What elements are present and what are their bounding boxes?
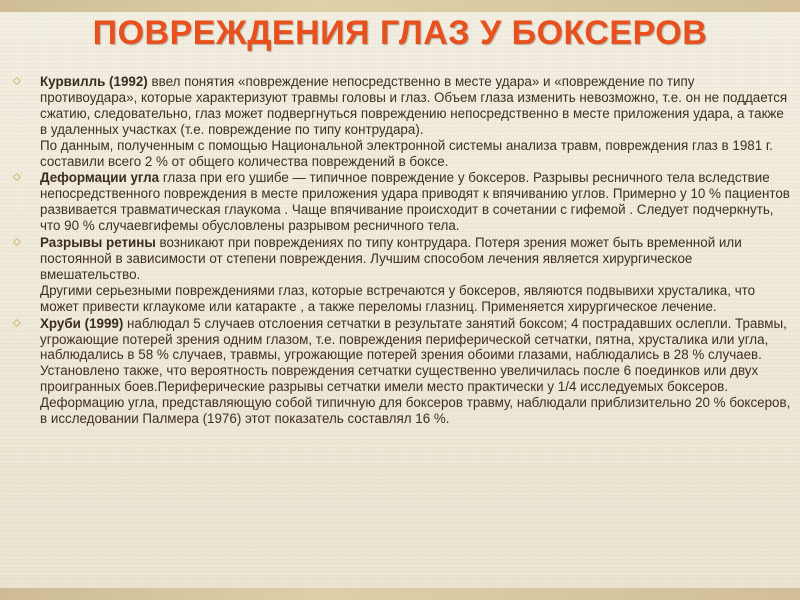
paragraph-lead: Разрывы ретины xyxy=(40,235,156,251)
paragraph-extra: Другими серьезными повреждениями глаз, которые встречаются у боксеров, являются подвывихи хрусталика, что может привести кглаукоме или катаракте , а также переломы глазниц. Применяется хирургическое лечение. xyxy=(40,282,756,314)
paragraph-courville xyxy=(10,74,794,169)
diamond-bullet-icon: ⬦ xyxy=(13,316,21,329)
paragraph-lead: Хруби (1999) xyxy=(40,315,124,331)
diamond-bullet-icon: ⬦ xyxy=(13,75,21,87)
paragraph-body: возникают при повреждениях по типу контрудара. Потеря зрения может быть временной или постоянной в зависимости от степени повреждения. Лучшим способом лечения является хирургическое вмешательство. xyxy=(40,235,742,282)
paragraph-body: ввел понятия «повреждение непосредственно в месте удара» и «повреждение по типу противоудара», которые характеризуют травмы головы и глаз. Объем глаза изменить невозможно, т.е. он не поддается сжатию, следовательно, глаз может подвергнуться повреждению непосредственно в месте приложения удара, а также в удаленных участках (т.е. повреждение по типу контрудара). xyxy=(40,74,788,137)
diamond-bullet-icon: ⬦ xyxy=(13,236,21,249)
paragraph-lead: Деформации угла xyxy=(40,170,160,186)
paragraph-hruby xyxy=(10,316,794,427)
paragraph-extra: Установлено также, что вероятность повреждения сетчатки существенно увеличилась после 6 поединков или двух проигранных боев.Периферические разрывы сетчатки имели место практически у 1/4 исследуемых боксеров. Деформацию угла, представляющую собой типичную для боксеров травму, наблюдали приблизительно 20 % боксеров, в исследовании Палмера (1976) этот показатель составлял 16 %. xyxy=(40,363,791,427)
paragraph-angle-deformation xyxy=(10,170,794,234)
top-decorative-band xyxy=(0,0,800,12)
paragraph-body: наблюдал 5 случаев отслоения сетчатки в результате занятий боксом; 4 пострадавших ослепли. Травмы, угрожающие потерей зрения одним глазом, т.е. повреждения периферической сетчатки, пятна, хрусталика или угла, наблюдались в 58 % случаев, травмы, угрожающие потерей зрения обоими глазами, наблюдались в 28 % случаев. xyxy=(40,315,787,363)
diamond-bullet-icon: ⬦ xyxy=(13,171,21,184)
paragraph-retina-tears xyxy=(10,235,794,315)
bottom-decorative-band xyxy=(0,588,800,600)
slide-content xyxy=(10,74,794,428)
paragraph-extra: По данным, полученным с помощью Национальной электронной системы анализа травм, повреждения глаз в 1981 г. составили всего 2 % от общего количества повреждений в боксе. xyxy=(40,137,773,169)
slide-title: ПОВРЕЖДЕНИЯ ГЛАЗ У БОКСЕРОВ xyxy=(92,14,708,52)
paragraph-lead: Курвилль (1992) xyxy=(40,74,148,89)
paragraph-body: глаза при его ушибе — типичное повреждение у боксеров. Разрывы ресничного тела вследствие непосредственного повреждения в месте приложения удара приводят к впячиванию углов. Примерно у 10 % пациентов развивается травматическая глаукома . Чаще впячивание происходит в сочетании с гифемой . Следует подчеркнуть, что 90 % случаевгифемы обусловлены разрывом ресничного тела. xyxy=(40,170,790,234)
